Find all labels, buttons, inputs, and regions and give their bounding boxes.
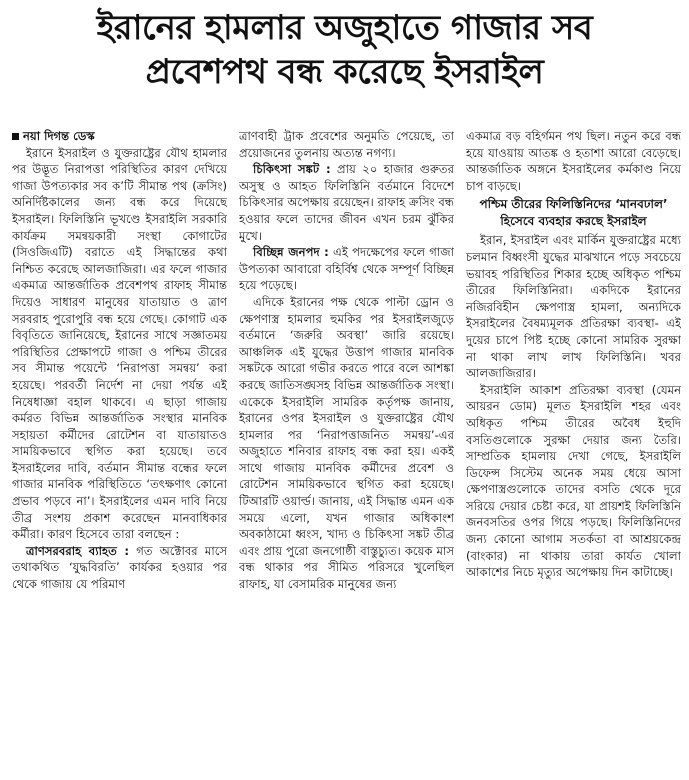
column-3 bbox=[466, 128, 681, 776]
subhead: ত্রাণসরবরাহ ব্যাহত : bbox=[26, 543, 129, 558]
headline-line-1: ইরানের হামলার অজুহাতে গাজার সব bbox=[96, 8, 593, 48]
paragraph: বিচ্ছিন্ন জনপদ : এই পদক্ষেপের ফলে গাজা উপত্যকা আবারো বহির্বিশ্ব থেকে সম্পূর্ণ বিচ্ছিন্ন হয়ে পড়েছে। bbox=[239, 245, 454, 293]
column-1 bbox=[12, 128, 227, 776]
paragraph: ত্রাণসরবরাহ ব্যাহত : গত অক্টোবর মাসে তথাকথিত ‘যুদ্ধবিরতি’ কার্যকর হওয়ার পর থেকে গাজায় যে পরিমাণ bbox=[12, 543, 227, 592]
paragraph: ইরান, ইসরাইল এবং মার্কিন যুক্তরাষ্ট্রের মধ্যে চলমান বিধ্বংসী যুদ্ধের মাঝখানে পড়ে সবচেয়ে ভয়াবহ পরিস্থিতির শিকার হচ্ছে অধিকৃত পশ্চিম তীরের ফিলিস্তিনিরা। একদিকে ইরানের নজিরবিহীন ক্ষেপণাস্ত্র হামলা, অন্যদিকে ইসরাইলের বৈষম্যমূলক প্রতিরক্ষা ব্যবস্থা- এই দুয়ের চাপে পিষ্ট হচ্ছে কোনো সামরিক সুরক্ষা না থাকা লাখ লাখ ফিলিস্তিনি। খবর আলজাজিরার। bbox=[466, 233, 681, 381]
square-bullet-icon bbox=[12, 133, 19, 140]
headline-line-2: প্রবেশপথ বন্ধ করেছে ইসরাইল bbox=[145, 52, 544, 92]
subhead: বিচ্ছিন্ন জনপদ : bbox=[253, 245, 329, 260]
paragraph: চিকিৎসা সঙ্কট : প্রায় ২০ হাজার গুরুতর অসুস্থ ও আহত ফিলিস্তিনি বর্তমানে বিদেশে চিকিৎসার অপেক্ষায় রয়েছেন। রাফাহ ক্রসিং বন্ধ হওয়ার ফলে তাদের জীবন এখন চরম ঝুঁকির মুখে। bbox=[239, 162, 454, 243]
paragraph: ইসরাইলি আকাশ প্রতিরক্ষা ব্যবস্থা (যেমন আয়রন ডোম) মূলত ইসরাইলি শহর এবং অধিকৃত পশ্চিম তীরের অবৈধ ইহুদি বসতিগুলোকে সুরক্ষা দেয়ার জন্য তৈরি। সাম্প্রতিক হামলায় দেখা গেছে, ইসরাইলি ডিফেন্স সিস্টেম অনেক সময় ধেয়ে আসা ক্ষেপণাস্ত্রগুলোকে তাদের বসতি থেকে দূরে সরিয়ে দেয়ার চেষ্টা করে, যা প্রায়শই ফিলিস্তিনি জনবসতির ওপর গিয়ে পড়ছে। ফিলিস্তিনিদের জন্য কোনো আগাম সতর্কতা বা আশ্রয়কেন্দ্র (বাংকার) না থাকায় তারা কার্যত খোলা আকাশের নিচে মৃত্যুর অপেক্ষায় দিন কাটাচ্ছে। bbox=[466, 382, 681, 580]
paragraph: ইরানে ইসরাইল ও যুক্তরাষ্ট্রের যৌথ হামলার পর উদ্ভূত নিরাপত্তা পরিস্থিতির কারণ দেখিয়ে গাজা উপত্যকার সব ক’টি সীমান্ত পথ (ক্রসিং) অনির্দিষ্টকালের জন্য বন্ধ করে দিয়েছে ইসরাইল। ফিলিস্তিনি ভূখণ্ডে ইসরাইলি সরকারি কার্যক্রম সমন্বয়কারী সংস্থা কোগাটের (সিওজিএটি) বরাতে এই সিদ্ধান্তের কথা নিশ্চিত করেছে আলজাজিরা। এর ফলে গাজার একমাত্র আন্তর্জাতিক প্রবেশপথ রাফাহ সীমান্ত দিয়েও সাধারণ মানুষের যাতায়াত ও ত্রাণ সরবরাহ পুরোপুরি বন্ধ হয়ে গেছে। কোগাট এক বিবৃতিতে জানিয়েছে, ইরানের সাথে সজ্ঞাতময় পরিস্থিতির প্রেক্ষাপটে গাজা ও পশ্চিম তীরের সব সীমান্ত পয়েন্টে ‘নিরাপত্তা সমন্বয়’ করা হয়েছে। পরবর্তী নির্দেশ না দেয়া পর্যন্ত এই নিষেধাজ্ঞা বহাল থাকবে। এ ছাড়া গাজায় কর্মরত বিভিন্ন আন্তর্জাতিক সংস্থার মানবিক সহায়তা কর্মীদের রোটেশন বা যাতায়াতও সাময়িকভাবে স্থগিত করা হয়েছে। তবে ইসরাইলের দাবি, বর্তমান সীমান্ত বন্ধের ফলে গাজার মানবিক পরিস্থিতিতে ‘তৎক্ষণাৎ কোনো প্রভাব পড়বে না’। ইসরাইলের এমন দাবি নিয়ে তীব্র সংশয় প্রকাশ করেছেন মানবাধিকার কর্মীরা। কারণ হিসেবে তারা বলছেন : bbox=[12, 145, 227, 542]
article-body bbox=[12, 128, 681, 776]
article-headline bbox=[10, 6, 679, 94]
column-2 bbox=[239, 128, 454, 776]
byline: নয়া দিগন্ত ডেস্ক bbox=[12, 128, 227, 145]
paragraph: একমাত্র বড় বহির্গমন পথ ছিল। নতুন করে বন্ধ হয়ে যাওয়ায় আতঙ্ক ও হতাশা আরো বেড়েছে। আন্তর্জাতিক অঙ্গনে ইসরাইলের কর্মকাণ্ড নিয়ে চাপ বাড়ছে। bbox=[466, 129, 681, 193]
subhead: চিকিৎসা সঙ্কট : bbox=[253, 162, 331, 177]
paragraph: ত্রাণবাহী ট্রাক প্রবেশের অনুমতি পেয়েছে, তা প্রয়োজনের তুলনায় অত্যন্ত নগণ্য। bbox=[239, 129, 454, 160]
paragraph: এদিকে ইরানের পক্ষ থেকে পাল্টা ড্রোন ও ক্ষেপণাস্ত্র হামলার হুমকির পর ইসরাইলজুড়ে বর্তমানে ‘জরুরি অবস্থা’ জারি রয়েছে। আঞ্চলিক এই যুদ্ধের উত্তাপ গাজার মানবিক সঙ্কটকে আরো গভীর করতে পারে বলে আশঙ্কা করছে জাতিসঙ্ঘসহ বিভিন্ন আন্তর্জাতিক সংস্থা। একেকে ইসরাইলি সামরিক কর্তৃপক্ষ জানায়, ইরানের ওপর ইসরাইল ও যুক্তরাষ্ট্রের যৌথ হামলার পর ‘নিরাপত্তাজনিত সমন্বয়’-এর অজুহাতে শনিবার রাফাহ বন্ধ করা হয়। একই সাথে গাজায় মানবিক কর্মীদের প্রবেশ ও রোটেশন সাময়িকভাবে স্থগিত করা হয়েছে। টিআরটি ওয়ার্ল্ড। জানায়, এই সিদ্ধান্ত এমন এক সময়ে এলো, যখন গাজার অধিকাংশ অবকাঠামো ধ্বংস, খাদ্য ও চিকিৎসা সঙ্কট তীব্র এবং প্রায় পুরো জনগোষ্ঠী বাস্তুচ্যুত। কয়েক মাস বন্ধ থাকার পর সীমিত পরিসরে খুলেছিল রাফাহ, যা বেসামরিক মানুষের জন্য bbox=[239, 294, 454, 592]
section-heading: পশ্চিম তীরের ফিলিস্তিনিদের ‘মানবঢাল’ হিসেবে ব্যবহার করছে ইসরাইল bbox=[479, 197, 668, 229]
